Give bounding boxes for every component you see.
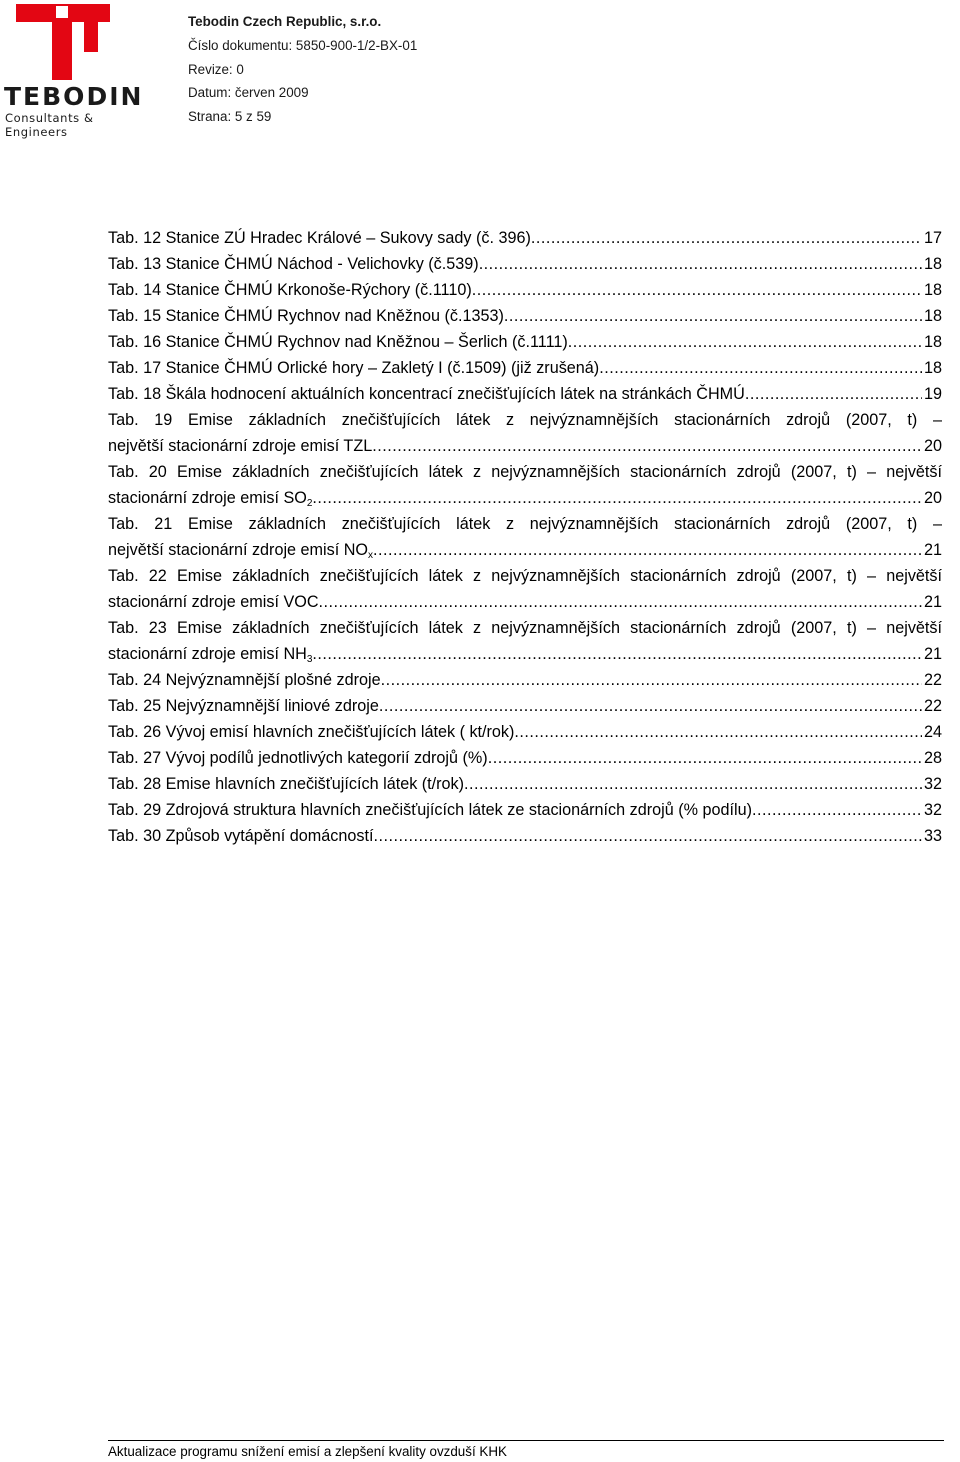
toc-entry-tab-22[interactable] <box>108 563 942 615</box>
toc-entry-title-line1: Tab. 23 Emise základních znečišťujících látek z nejvýznamnějších stacionárních zdrojů (2007, t) – největší <box>108 619 942 637</box>
toc-entry-title-line2: největší stacionární zdroje emisí $NO_x$ <box>108 541 374 561</box>
revision: Revize: 0 <box>188 61 244 77</box>
toc-entry-title-line2: stacionární zdroje emisí $NH_3$ <box>108 645 313 665</box>
subscript: 3 <box>306 654 313 665</box>
toc-entry-tab-30[interactable] <box>108 823 942 849</box>
toc-entry-tab-13[interactable] <box>108 251 942 277</box>
logo-tagline: Consultants & Engineers <box>5 111 94 139</box>
footer-divider <box>108 1440 944 1441</box>
toc-leader <box>479 251 922 277</box>
toc-leader <box>488 745 922 771</box>
logo-wordmark: TEBODIN <box>4 82 144 111</box>
toc-entry-title: Tab. 12 Stanice ZÚ Hradec Králové – Sukovy sady (č. 396) <box>108 229 531 247</box>
toc-entry-tab-29[interactable] <box>108 797 942 823</box>
toc-page-number: 32 <box>923 775 942 793</box>
toc-page-number: 21 <box>923 593 942 611</box>
toc-entry-title: Tab. 30 Způsob vytápění domácností <box>108 827 374 845</box>
toc-page-number: 22 <box>923 671 942 689</box>
toc-page-number: 18 <box>923 255 942 273</box>
toc-leader <box>381 667 922 693</box>
toc-leader <box>568 329 922 355</box>
subscript: x <box>368 550 374 561</box>
toc-leader <box>472 277 922 303</box>
toc-entry-title-line1: Tab. 22 Emise základních znečišťujících látek z nejvýznamnějších stacionárních zdrojů (2007, t) – největší <box>108 567 942 585</box>
toc-entry-tab-28[interactable] <box>108 771 942 797</box>
toc-entry-title-line2: stacionární zdroje emisí VOC <box>108 593 319 611</box>
tebodin-logo <box>0 0 160 139</box>
toc-leader <box>514 719 922 745</box>
toc-entry-title-line2: stacionární zdroje emisí $SO_2$ <box>108 489 313 509</box>
toc-page-number: 24 <box>923 723 942 741</box>
document-date: Datum: červen 2009 <box>188 85 309 101</box>
toc-entry-title: Tab. 29 Zdrojová struktura hlavních znečišťujících látek ze stacionárních zdrojů (% podílu) <box>108 801 752 819</box>
toc-leader <box>752 797 922 823</box>
toc-entry-title: Tab. 24 Nejvýznamnější plošné zdroje <box>108 671 381 689</box>
toc-leader <box>312 485 922 511</box>
toc-leader <box>379 693 922 719</box>
toc-entry-title: Tab. 25 Nejvýznamnější liniové zdroje <box>108 697 379 715</box>
toc-page-number: 33 <box>923 827 942 845</box>
toc-page-number: 22 <box>923 697 942 715</box>
toc-page-number: 19 <box>923 385 942 403</box>
toc-page-number: 18 <box>923 307 942 325</box>
toc-page-number: 18 <box>923 281 942 299</box>
toc-entry-tab-12[interactable] <box>108 225 942 251</box>
toc-entry-title-line1: Tab. 21 Emise základních znečišťujících látek z nejvýznamnějších stacionárních zdrojů (2007, t) – <box>108 515 942 533</box>
toc-entry-title: Tab. 17 Stanice ČHMÚ Orlické hory – Zakletý I (č.1509) (již zrušená) <box>108 359 600 377</box>
document-header <box>188 10 417 129</box>
toc-entry-tab-21[interactable] <box>108 511 942 563</box>
toc-leader <box>531 225 922 251</box>
toc-entry-tab-26[interactable] <box>108 719 942 745</box>
toc-page-number: 21 <box>923 541 942 559</box>
toc-page-number: 32 <box>923 801 942 819</box>
toc-entry-title: Tab. 16 Stanice ČHMÚ Rychnov nad Kněžnou – Šerlich (č.1111) <box>108 333 568 351</box>
toc-entry-tab-24[interactable] <box>108 667 942 693</box>
toc-leader <box>745 381 922 407</box>
toc-page-number: 21 <box>923 645 942 663</box>
toc-entry-tab-16[interactable] <box>108 329 942 355</box>
page-footer: Aktualizace programu snížení emisí a zlepšení kvality ovzduší KHK <box>108 1444 507 1459</box>
toc-entry-tab-18[interactable] <box>108 381 942 407</box>
toc-entry-title-line2: největší stacionární zdroje emisí TZL <box>108 437 373 455</box>
tebodin-t-mark-icon <box>0 0 160 82</box>
toc-leader <box>312 641 922 667</box>
toc-leader <box>464 771 922 797</box>
toc-page-number: 17 <box>923 229 942 247</box>
toc-leader <box>599 355 922 381</box>
toc-entry-title-line1: Tab. 20 Emise základních znečišťujících látek z nejvýznamnějších stacionárních zdrojů (2007, t) – největší <box>108 463 942 481</box>
toc-entry-title: Tab. 28 Emise hlavních znečišťujících látek (t/rok) <box>108 775 465 793</box>
toc-page-number: 28 <box>923 749 942 767</box>
toc-leader <box>373 823 922 849</box>
toc-entry-title: Tab. 27 Vývoj podílů jednotlivých kategorií zdrojů (%) <box>108 749 488 767</box>
toc-leader <box>372 433 922 459</box>
company-name: Tebodin Czech Republic, s.r.o. <box>188 14 382 29</box>
toc-entry-tab-14[interactable] <box>108 277 942 303</box>
toc-entry-tab-27[interactable] <box>108 745 942 771</box>
toc-entry-tab-17[interactable] <box>108 355 942 381</box>
toc-entry-title: Tab. 15 Stanice ČHMÚ Rychnov nad Kněžnou (č.1353) <box>108 307 504 325</box>
toc-entry-tab-25[interactable] <box>108 693 942 719</box>
toc-entry-title: Tab. 14 Stanice ČHMÚ Krkonoše-Rýchory (č.1110) <box>108 281 472 299</box>
subscript: 2 <box>306 498 313 509</box>
toc-entry-title: Tab. 26 Vývoj emisí hlavních znečišťujících látek ( kt/rok) <box>108 723 515 741</box>
toc-entry-tab-15[interactable] <box>108 303 942 329</box>
toc-entry-tab-23[interactable] <box>108 615 942 667</box>
document-number: Číslo dokumentu: 5850-900-1/2-BX-01 <box>188 37 418 53</box>
toc-entry-title: Tab. 13 Stanice ČHMÚ Náchod - Velichovky (č.539) <box>108 255 479 273</box>
table-of-contents <box>108 225 942 849</box>
toc-entry-title: Tab. 18 Škála hodnocení aktuálních koncentrací znečišťujících látek na stránkách ČHMÚ <box>108 385 745 403</box>
toc-leader <box>504 303 922 329</box>
toc-page-number: 20 <box>923 437 942 455</box>
toc-leader <box>373 537 922 563</box>
toc-entry-title-line1: Tab. 19 Emise základních znečišťujících látek z nejvýznamnějších stacionárních zdrojů (2007, t) – <box>108 411 942 429</box>
toc-page-number: 18 <box>923 333 942 351</box>
page-indicator: Strana: 5 z 59 <box>188 109 272 125</box>
toc-entry-tab-20[interactable] <box>108 459 942 511</box>
toc-leader <box>319 589 922 615</box>
toc-page-number: 20 <box>923 489 942 507</box>
toc-page-number: 18 <box>923 359 942 377</box>
toc-entry-tab-19[interactable] <box>108 407 942 459</box>
